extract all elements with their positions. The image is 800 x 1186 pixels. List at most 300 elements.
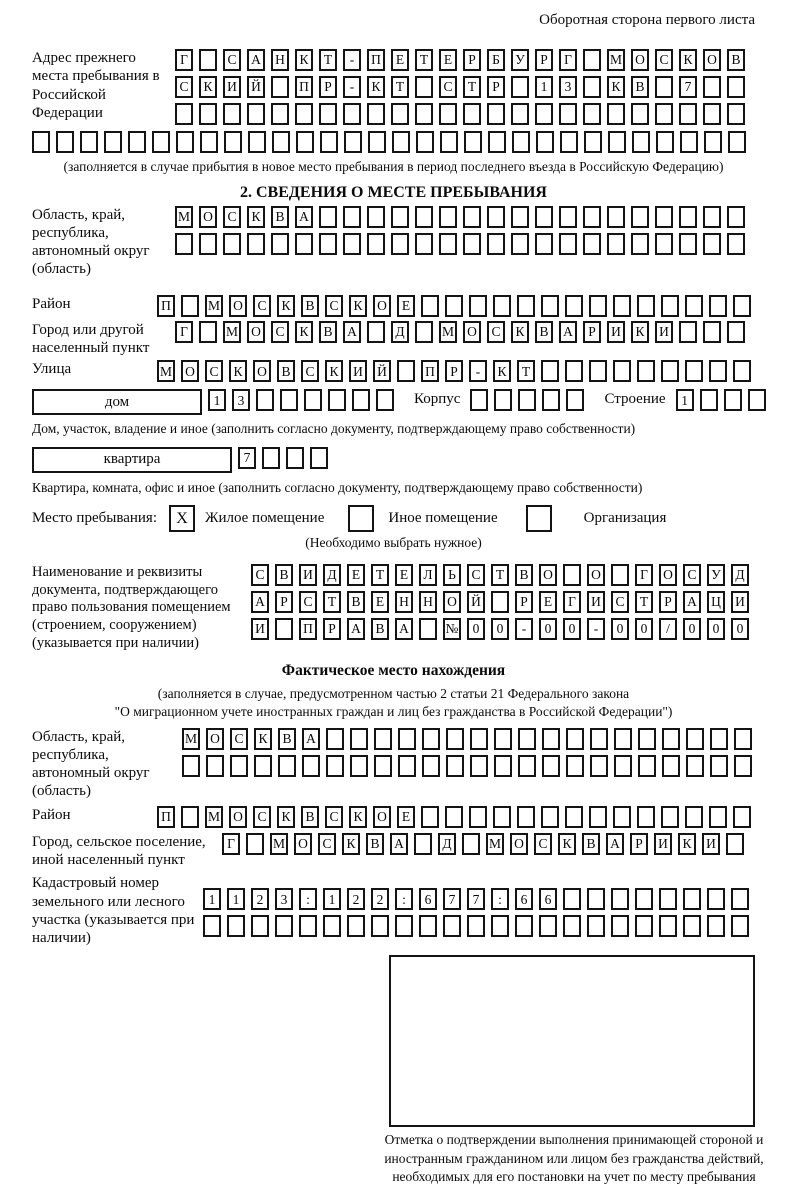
form-cell[interactable]: С <box>534 833 552 855</box>
form-cell[interactable] <box>343 233 361 255</box>
form-cell[interactable]: О <box>229 806 247 828</box>
form-cell[interactable]: Р <box>659 591 677 613</box>
form-cell[interactable]: 1 <box>323 888 341 910</box>
form-cell[interactable] <box>511 206 529 228</box>
form-cell[interactable]: О <box>253 360 271 382</box>
form-cell[interactable]: Н <box>419 591 437 613</box>
form-cell[interactable] <box>302 755 320 777</box>
form-cell[interactable]: А <box>343 321 361 343</box>
form-cell[interactable] <box>175 103 193 125</box>
form-cell[interactable]: Е <box>347 564 365 586</box>
form-cell[interactable]: А <box>251 591 269 613</box>
form-cell[interactable] <box>415 206 433 228</box>
form-cell[interactable] <box>367 233 385 255</box>
form-cell[interactable] <box>367 321 385 343</box>
form-cell[interactable]: И <box>251 618 269 640</box>
form-cell[interactable] <box>638 728 656 750</box>
form-cell[interactable] <box>319 103 337 125</box>
form-cell[interactable] <box>704 131 722 153</box>
form-cell[interactable]: : <box>395 888 413 910</box>
form-cell[interactable] <box>323 915 341 937</box>
form-cell[interactable]: М <box>175 206 193 228</box>
form-cell[interactable] <box>563 888 581 910</box>
form-cell[interactable] <box>203 915 221 937</box>
form-cell[interactable] <box>487 233 505 255</box>
form-cell[interactable]: И <box>702 833 720 855</box>
form-cell[interactable]: № <box>443 618 461 640</box>
form-cell[interactable] <box>566 755 584 777</box>
form-cell[interactable]: 1 <box>227 888 245 910</box>
form-cell[interactable] <box>607 103 625 125</box>
form-cell[interactable]: Т <box>371 564 389 586</box>
form-cell[interactable] <box>515 915 533 937</box>
form-cell[interactable]: О <box>443 591 461 613</box>
form-cell[interactable] <box>679 206 697 228</box>
form-cell[interactable]: Р <box>445 360 463 382</box>
form-cell[interactable]: В <box>631 76 649 98</box>
form-cell[interactable]: К <box>229 360 247 382</box>
form-cell[interactable]: С <box>655 49 673 71</box>
form-cell[interactable]: С <box>223 49 241 71</box>
form-cell[interactable] <box>286 447 304 469</box>
form-cell[interactable] <box>542 755 560 777</box>
form-cell[interactable]: А <box>559 321 577 343</box>
form-cell[interactable]: К <box>277 295 295 317</box>
form-cell[interactable] <box>310 447 328 469</box>
form-cell[interactable] <box>611 564 629 586</box>
form-cell[interactable] <box>638 755 656 777</box>
form-cell[interactable] <box>541 360 559 382</box>
form-cell[interactable]: О <box>294 833 312 855</box>
form-cell[interactable]: Т <box>323 591 341 613</box>
form-cell[interactable]: Й <box>373 360 391 382</box>
form-cell[interactable] <box>152 131 170 153</box>
form-cell[interactable]: - <box>469 360 487 382</box>
form-cell[interactable]: К <box>325 360 343 382</box>
form-cell[interactable]: С <box>253 806 271 828</box>
form-cell[interactable]: В <box>515 564 533 586</box>
form-cell[interactable]: К <box>493 360 511 382</box>
form-cell[interactable]: С <box>301 360 319 382</box>
form-cell[interactable] <box>344 131 362 153</box>
form-cell[interactable] <box>328 389 346 411</box>
form-cell[interactable] <box>391 233 409 255</box>
form-cell[interactable] <box>535 206 553 228</box>
form-cell[interactable]: Р <box>583 321 601 343</box>
form-cell[interactable] <box>319 206 337 228</box>
form-cell[interactable]: К <box>342 833 360 855</box>
form-cell[interactable] <box>439 233 457 255</box>
form-cell[interactable]: К <box>367 76 385 98</box>
form-cell[interactable] <box>679 233 697 255</box>
form-cell[interactable] <box>352 389 370 411</box>
form-cell[interactable]: М <box>486 833 504 855</box>
form-cell[interactable] <box>679 321 697 343</box>
form-cell[interactable] <box>104 131 122 153</box>
form-cell[interactable] <box>563 564 581 586</box>
form-cell[interactable] <box>326 728 344 750</box>
house-box[interactable]: дом <box>32 389 202 415</box>
form-cell[interactable]: А <box>347 618 365 640</box>
form-cell[interactable] <box>686 755 704 777</box>
form-cell[interactable]: Н <box>395 591 413 613</box>
form-cell[interactable]: 2 <box>347 888 365 910</box>
form-cell[interactable]: Е <box>397 295 415 317</box>
form-cell[interactable] <box>655 233 673 255</box>
form-cell[interactable] <box>734 755 752 777</box>
form-cell[interactable] <box>613 295 631 317</box>
form-cell[interactable]: К <box>277 806 295 828</box>
form-cell[interactable]: 0 <box>491 618 509 640</box>
form-cell[interactable] <box>392 131 410 153</box>
form-cell[interactable]: О <box>539 564 557 586</box>
form-cell[interactable] <box>182 755 200 777</box>
form-cell[interactable] <box>662 755 680 777</box>
form-cell[interactable] <box>326 755 344 777</box>
form-cell[interactable]: 7 <box>238 447 256 469</box>
form-cell[interactable]: П <box>421 360 439 382</box>
form-cell[interactable]: А <box>390 833 408 855</box>
form-cell[interactable] <box>462 833 480 855</box>
form-cell[interactable]: П <box>157 806 175 828</box>
form-cell[interactable]: И <box>655 321 673 343</box>
form-cell[interactable]: Е <box>397 806 415 828</box>
form-cell[interactable] <box>541 806 559 828</box>
form-cell[interactable] <box>559 206 577 228</box>
form-cell[interactable]: Г <box>563 591 581 613</box>
form-cell[interactable]: : <box>299 888 317 910</box>
form-cell[interactable] <box>467 915 485 937</box>
form-cell[interactable] <box>584 131 602 153</box>
form-cell[interactable] <box>275 618 293 640</box>
form-cell[interactable] <box>271 76 289 98</box>
form-cell[interactable] <box>542 389 560 411</box>
form-cell[interactable] <box>175 233 193 255</box>
form-cell[interactable] <box>374 728 392 750</box>
form-cell[interactable]: О <box>181 360 199 382</box>
form-cell[interactable] <box>611 915 629 937</box>
form-cell[interactable]: И <box>587 591 605 613</box>
form-cell[interactable]: О <box>659 564 677 586</box>
form-cell[interactable]: В <box>535 321 553 343</box>
checkbox-other-premises[interactable] <box>348 505 374 532</box>
form-cell[interactable] <box>440 131 458 153</box>
form-cell[interactable] <box>295 233 313 255</box>
form-cell[interactable] <box>320 131 338 153</box>
form-cell[interactable] <box>607 233 625 255</box>
form-cell[interactable]: Т <box>491 564 509 586</box>
form-cell[interactable]: М <box>157 360 175 382</box>
form-cell[interactable] <box>590 755 608 777</box>
form-cell[interactable]: 1 <box>676 389 694 411</box>
form-cell[interactable]: К <box>558 833 576 855</box>
form-cell[interactable] <box>655 76 673 98</box>
form-cell[interactable] <box>199 49 217 71</box>
form-cell[interactable] <box>637 360 655 382</box>
form-cell[interactable] <box>637 806 655 828</box>
form-cell[interactable] <box>589 360 607 382</box>
form-cell[interactable]: 6 <box>419 888 437 910</box>
form-cell[interactable] <box>272 131 290 153</box>
form-cell[interactable] <box>683 888 701 910</box>
form-cell[interactable] <box>518 755 536 777</box>
form-cell[interactable] <box>656 131 674 153</box>
form-cell[interactable] <box>559 103 577 125</box>
form-cell[interactable] <box>587 915 605 937</box>
form-cell[interactable] <box>709 360 727 382</box>
form-cell[interactable] <box>541 295 559 317</box>
form-cell[interactable] <box>563 915 581 937</box>
form-cell[interactable]: С <box>299 591 317 613</box>
form-cell[interactable]: П <box>299 618 317 640</box>
form-cell[interactable] <box>280 389 298 411</box>
form-cell[interactable]: Р <box>515 591 533 613</box>
form-cell[interactable]: Д <box>731 564 749 586</box>
form-cell[interactable]: О <box>631 49 649 71</box>
form-cell[interactable]: К <box>295 321 313 343</box>
form-cell[interactable] <box>731 888 749 910</box>
form-cell[interactable]: У <box>707 564 725 586</box>
form-cell[interactable] <box>685 360 703 382</box>
form-cell[interactable] <box>733 360 751 382</box>
form-cell[interactable] <box>635 888 653 910</box>
form-cell[interactable] <box>511 103 529 125</box>
form-cell[interactable]: - <box>515 618 533 640</box>
form-cell[interactable] <box>271 103 289 125</box>
form-cell[interactable] <box>661 295 679 317</box>
form-cell[interactable] <box>631 206 649 228</box>
form-cell[interactable]: - <box>587 618 605 640</box>
form-cell[interactable] <box>367 206 385 228</box>
form-cell[interactable]: М <box>205 295 223 317</box>
form-cell[interactable]: Е <box>395 564 413 586</box>
form-cell[interactable] <box>176 131 194 153</box>
form-cell[interactable]: Т <box>463 76 481 98</box>
form-cell[interactable] <box>707 915 725 937</box>
form-cell[interactable] <box>583 206 601 228</box>
form-cell[interactable] <box>368 131 386 153</box>
form-cell[interactable]: Т <box>319 49 337 71</box>
form-cell[interactable] <box>511 76 529 98</box>
form-cell[interactable]: 1 <box>203 888 221 910</box>
form-cell[interactable]: Д <box>438 833 456 855</box>
form-cell[interactable]: В <box>271 206 289 228</box>
form-cell[interactable] <box>635 915 653 937</box>
form-cell[interactable] <box>470 728 488 750</box>
form-cell[interactable]: К <box>199 76 217 98</box>
form-cell[interactable]: 1 <box>535 76 553 98</box>
form-cell[interactable] <box>703 321 721 343</box>
form-cell[interactable] <box>227 915 245 937</box>
form-cell[interactable] <box>181 806 199 828</box>
form-cell[interactable]: С <box>683 564 701 586</box>
form-cell[interactable] <box>727 321 745 343</box>
form-cell[interactable]: С <box>175 76 193 98</box>
form-cell[interactable] <box>443 915 461 937</box>
form-cell[interactable]: - <box>343 49 361 71</box>
form-cell[interactable]: Д <box>391 321 409 343</box>
form-cell[interactable]: В <box>371 618 389 640</box>
form-cell[interactable]: Г <box>222 833 240 855</box>
form-cell[interactable] <box>491 915 509 937</box>
form-cell[interactable]: 0 <box>683 618 701 640</box>
form-cell[interactable] <box>439 103 457 125</box>
form-cell[interactable]: В <box>727 49 745 71</box>
form-cell[interactable] <box>583 103 601 125</box>
form-cell[interactable] <box>607 206 625 228</box>
form-cell[interactable] <box>566 389 584 411</box>
form-cell[interactable] <box>251 915 269 937</box>
form-cell[interactable]: К <box>247 206 265 228</box>
form-cell[interactable] <box>608 131 626 153</box>
form-cell[interactable]: Е <box>391 49 409 71</box>
form-cell[interactable]: Г <box>635 564 653 586</box>
form-cell[interactable] <box>275 915 293 937</box>
form-cell[interactable]: Ь <box>443 564 461 586</box>
form-cell[interactable] <box>493 806 511 828</box>
form-cell[interactable] <box>587 888 605 910</box>
form-cell[interactable]: 0 <box>539 618 557 640</box>
form-cell[interactable]: Т <box>635 591 653 613</box>
form-cell[interactable] <box>199 103 217 125</box>
form-cell[interactable]: О <box>373 806 391 828</box>
form-cell[interactable] <box>535 233 553 255</box>
form-cell[interactable]: Р <box>323 618 341 640</box>
form-cell[interactable]: Г <box>175 49 193 71</box>
form-cell[interactable] <box>559 233 577 255</box>
form-cell[interactable]: Г <box>175 321 193 343</box>
form-cell[interactable] <box>700 389 718 411</box>
form-cell[interactable] <box>727 103 745 125</box>
form-cell[interactable]: 0 <box>611 618 629 640</box>
form-cell[interactable]: В <box>366 833 384 855</box>
form-cell[interactable]: Т <box>517 360 535 382</box>
form-cell[interactable]: 2 <box>251 888 269 910</box>
form-cell[interactable]: 0 <box>635 618 653 640</box>
form-cell[interactable] <box>565 360 583 382</box>
form-cell[interactable] <box>415 233 433 255</box>
form-cell[interactable]: М <box>223 321 241 343</box>
form-cell[interactable]: С <box>230 728 248 750</box>
form-cell[interactable] <box>254 755 272 777</box>
form-cell[interactable] <box>343 103 361 125</box>
form-cell[interactable] <box>583 233 601 255</box>
form-cell[interactable]: / <box>659 618 677 640</box>
form-cell[interactable] <box>463 103 481 125</box>
form-cell[interactable]: Т <box>391 76 409 98</box>
form-cell[interactable] <box>659 888 677 910</box>
form-cell[interactable] <box>350 728 368 750</box>
form-cell[interactable]: М <box>270 833 288 855</box>
form-cell[interactable] <box>685 295 703 317</box>
form-cell[interactable] <box>614 755 632 777</box>
form-cell[interactable] <box>631 103 649 125</box>
form-cell[interactable]: С <box>223 206 241 228</box>
form-cell[interactable]: У <box>511 49 529 71</box>
form-cell[interactable] <box>565 806 583 828</box>
form-cell[interactable] <box>733 806 751 828</box>
form-cell[interactable] <box>703 103 721 125</box>
form-cell[interactable] <box>728 131 746 153</box>
form-cell[interactable]: В <box>319 321 337 343</box>
form-cell[interactable]: О <box>510 833 528 855</box>
form-cell[interactable]: Е <box>371 591 389 613</box>
form-cell[interactable] <box>415 76 433 98</box>
form-cell[interactable] <box>726 833 744 855</box>
form-cell[interactable] <box>319 233 337 255</box>
form-cell[interactable] <box>710 755 728 777</box>
form-cell[interactable]: С <box>325 295 343 317</box>
form-cell[interactable]: Р <box>535 49 553 71</box>
form-cell[interactable] <box>703 233 721 255</box>
form-cell[interactable] <box>517 806 535 828</box>
form-cell[interactable] <box>703 76 721 98</box>
form-cell[interactable] <box>655 206 673 228</box>
form-cell[interactable]: Е <box>539 591 557 613</box>
form-cell[interactable] <box>662 728 680 750</box>
form-cell[interactable] <box>685 806 703 828</box>
form-cell[interactable]: О <box>703 49 721 71</box>
form-cell[interactable] <box>560 131 578 153</box>
form-cell[interactable] <box>463 206 481 228</box>
form-cell[interactable]: В <box>582 833 600 855</box>
form-cell[interactable] <box>470 389 488 411</box>
form-cell[interactable] <box>246 833 264 855</box>
form-cell[interactable]: Е <box>439 49 457 71</box>
form-cell[interactable] <box>614 728 632 750</box>
form-cell[interactable] <box>223 233 241 255</box>
checkbox-organization[interactable] <box>526 505 552 532</box>
form-cell[interactable] <box>421 295 439 317</box>
form-cell[interactable] <box>517 295 535 317</box>
form-cell[interactable] <box>566 728 584 750</box>
form-cell[interactable]: 3 <box>275 888 293 910</box>
form-cell[interactable] <box>296 131 314 153</box>
form-cell[interactable] <box>200 131 218 153</box>
form-cell[interactable]: В <box>301 806 319 828</box>
form-cell[interactable] <box>659 915 677 937</box>
form-cell[interactable] <box>398 728 416 750</box>
form-cell[interactable] <box>374 755 392 777</box>
form-cell[interactable] <box>422 728 440 750</box>
form-cell[interactable] <box>199 233 217 255</box>
form-cell[interactable] <box>679 103 697 125</box>
form-cell[interactable]: М <box>439 321 457 343</box>
form-cell[interactable]: - <box>343 76 361 98</box>
form-cell[interactable]: 0 <box>467 618 485 640</box>
form-cell[interactable]: В <box>277 360 295 382</box>
form-cell[interactable]: 7 <box>679 76 697 98</box>
form-cell[interactable] <box>733 295 751 317</box>
form-cell[interactable] <box>419 915 437 937</box>
form-cell[interactable] <box>391 103 409 125</box>
form-cell[interactable] <box>734 728 752 750</box>
form-cell[interactable] <box>391 206 409 228</box>
form-cell[interactable] <box>590 728 608 750</box>
form-cell[interactable] <box>683 915 701 937</box>
form-cell[interactable]: А <box>683 591 701 613</box>
form-cell[interactable] <box>304 389 322 411</box>
form-cell[interactable]: 0 <box>563 618 581 640</box>
form-cell[interactable] <box>295 103 313 125</box>
form-cell[interactable]: А <box>606 833 624 855</box>
form-cell[interactable]: 1 <box>208 389 226 411</box>
form-cell[interactable]: А <box>302 728 320 750</box>
form-cell[interactable]: А <box>247 49 265 71</box>
form-cell[interactable] <box>491 591 509 613</box>
form-cell[interactable] <box>445 295 463 317</box>
form-cell[interactable] <box>347 915 365 937</box>
